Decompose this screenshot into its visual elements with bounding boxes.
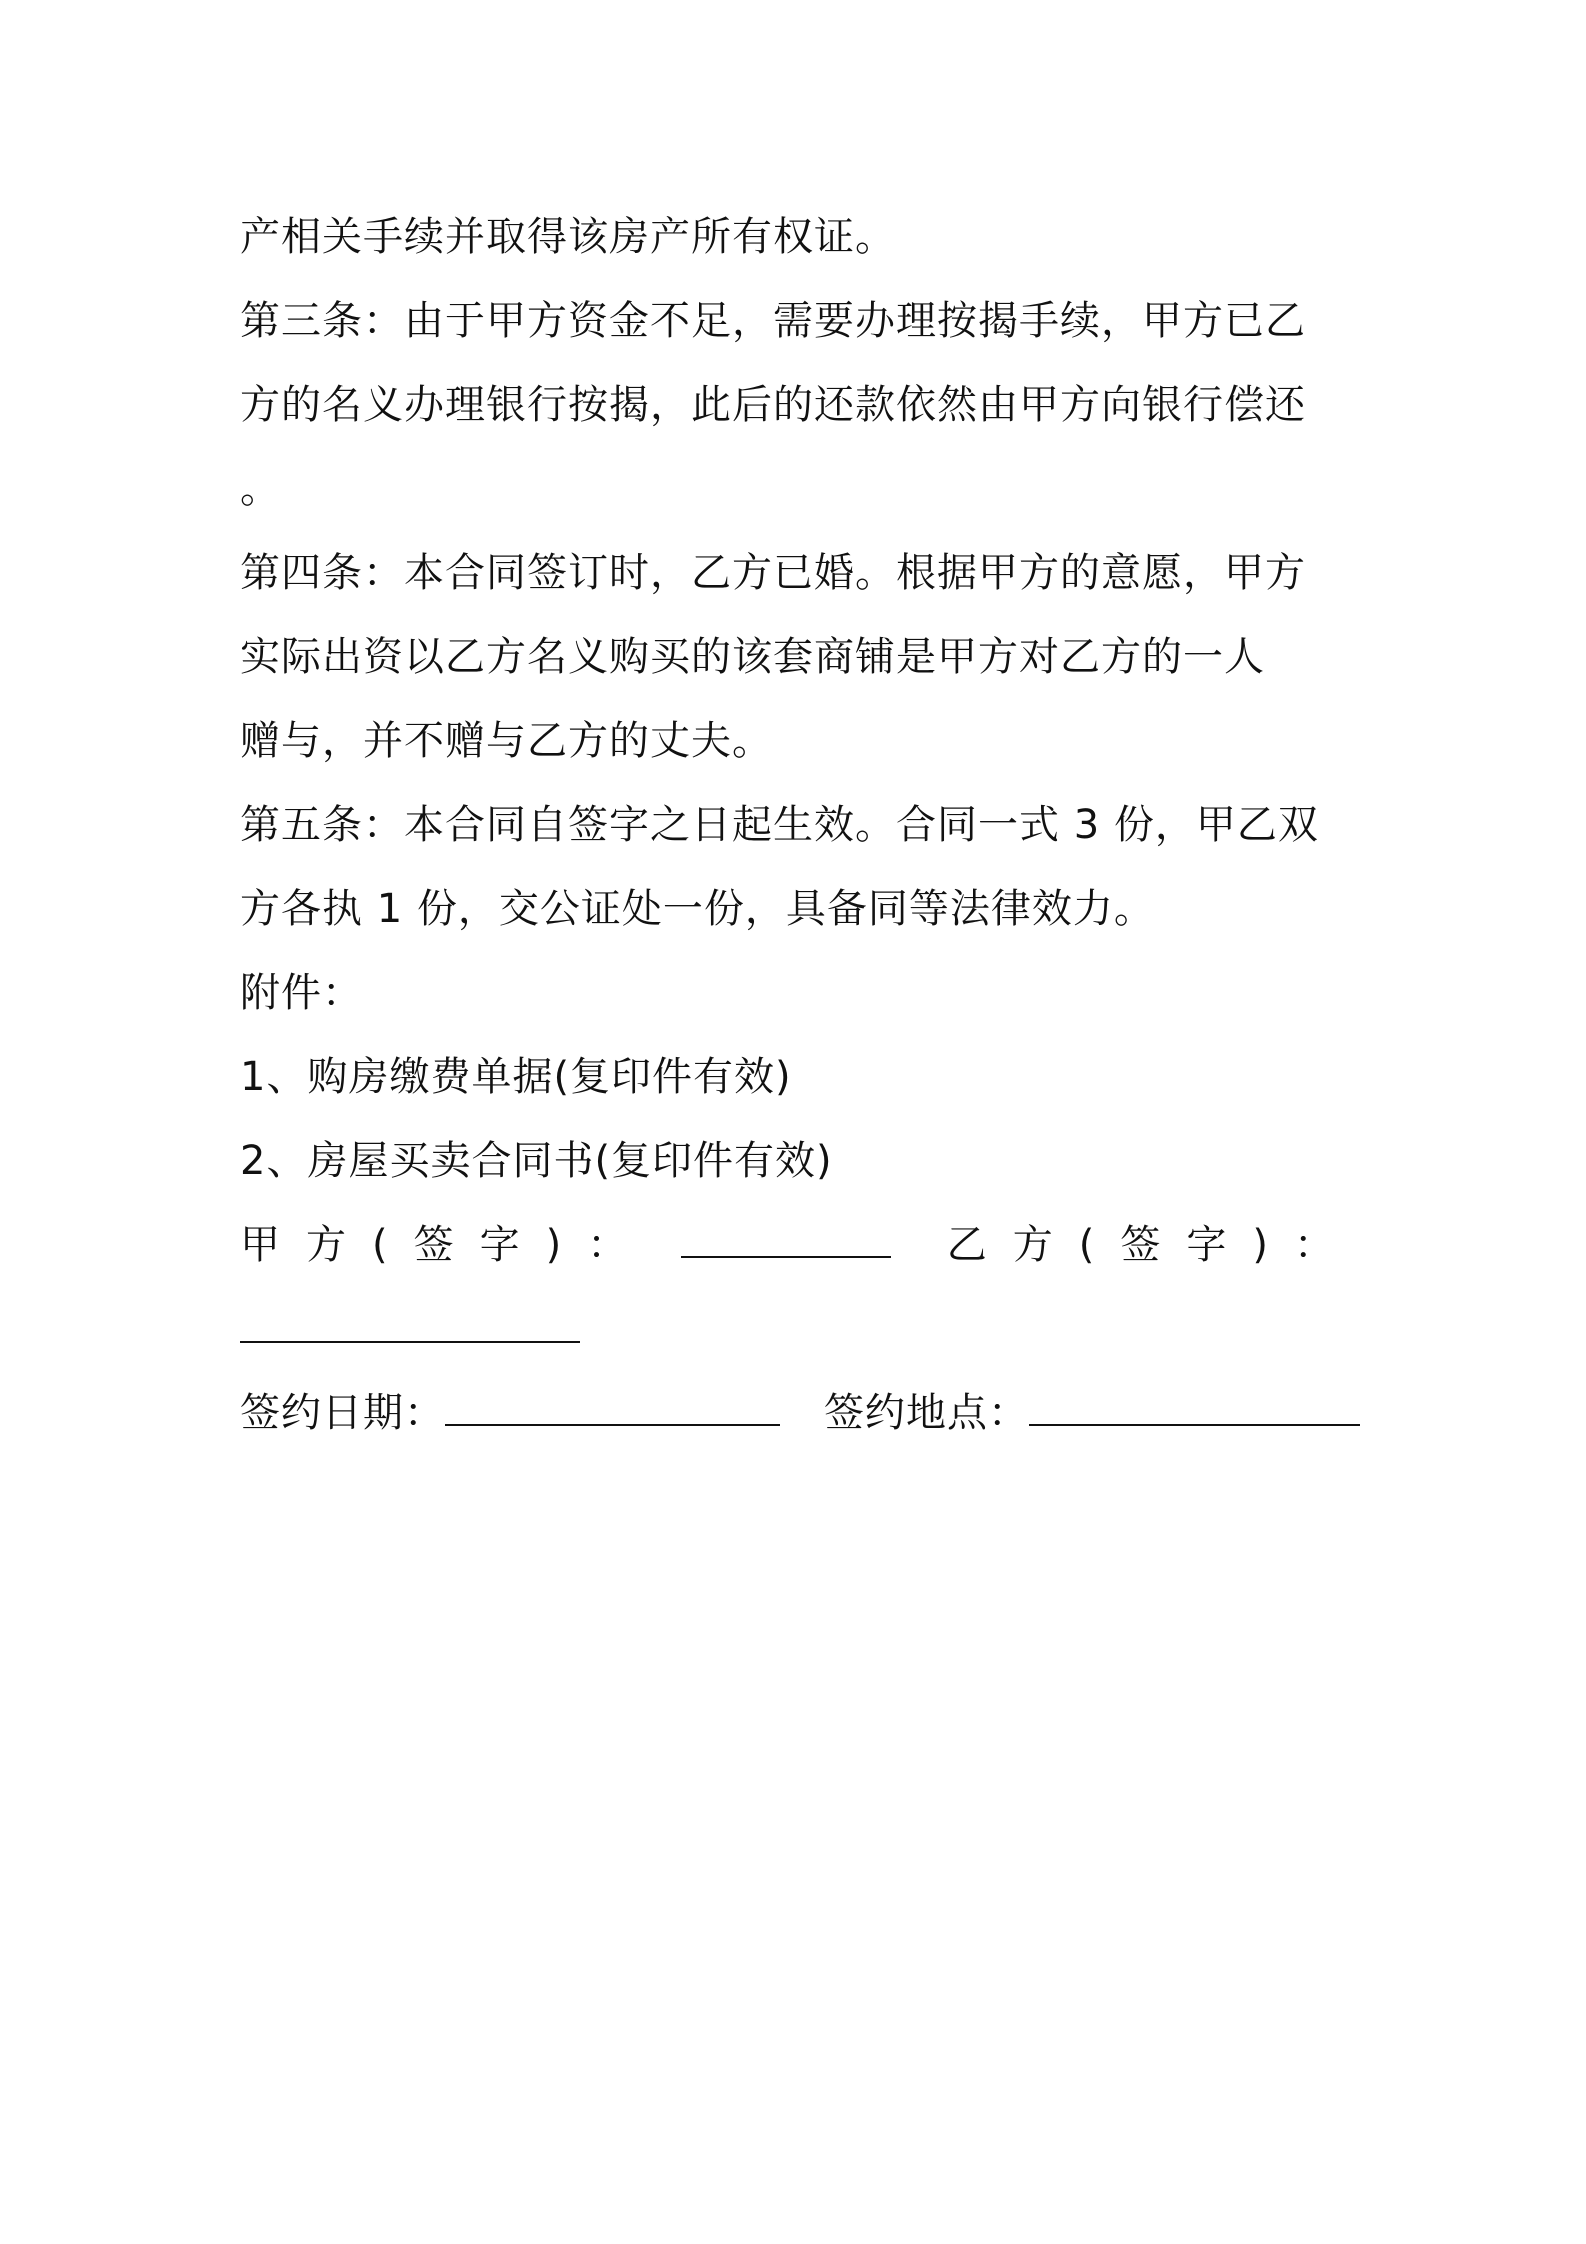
article-three-line-1: 第三条：由于甲方资金不足，需要办理按揭手续，甲方已乙 <box>240 298 1306 344</box>
party-b-signature-row <box>240 1287 1360 1371</box>
article-three-line-2: 方的名义办理银行按揭，此后的还款依然由甲方向银行偿还 <box>240 382 1306 428</box>
article-five-line-2: 方各执 1 份，交公证处一份，具备同等法律效力。 <box>240 886 1155 932</box>
attachments-heading: 附件： <box>240 970 363 1016</box>
article-four-line-2: 实际出资以乙方名义购买的该套商铺是甲方对乙方的一人 <box>240 634 1265 680</box>
body-line: 产相关手续并取得该房产所有权证。 <box>240 214 896 260</box>
party-a-signature-blank[interactable] <box>681 1228 891 1258</box>
article-five-line-1: 第五条：本合同自签字之日起生效。合同一式 3 份，甲乙双 <box>240 802 1319 848</box>
article-four-line-3: 赠与，并不赠与乙方的丈夫。 <box>240 718 773 764</box>
signing-date-label: 签约日期： <box>240 1390 445 1436</box>
date-place-row <box>240 1371 1360 1455</box>
signature-row <box>240 1203 1360 1287</box>
party-a-signature-label: 甲方(签字)： <box>240 1222 654 1268</box>
signing-place-blank[interactable] <box>1029 1396 1360 1426</box>
signing-place-label: 签约地点： <box>823 1390 1029 1436</box>
attachment-item-1: 1、购房缴费单据(复印件有效) <box>240 1054 792 1100</box>
article-three-line-3: 。 <box>240 466 281 512</box>
party-b-signature-label: 乙方(签字)： <box>946 1222 1360 1268</box>
article-four-line-1: 第四条：本合同签订时，乙方已婚。根据甲方的意愿，甲方 <box>240 550 1306 596</box>
document-body <box>240 195 1360 1455</box>
attachment-item-2: 2、房屋买卖合同书(复印件有效) <box>240 1138 833 1184</box>
signing-date-blank[interactable] <box>445 1396 780 1426</box>
party-b-signature-blank[interactable] <box>240 1313 580 1343</box>
